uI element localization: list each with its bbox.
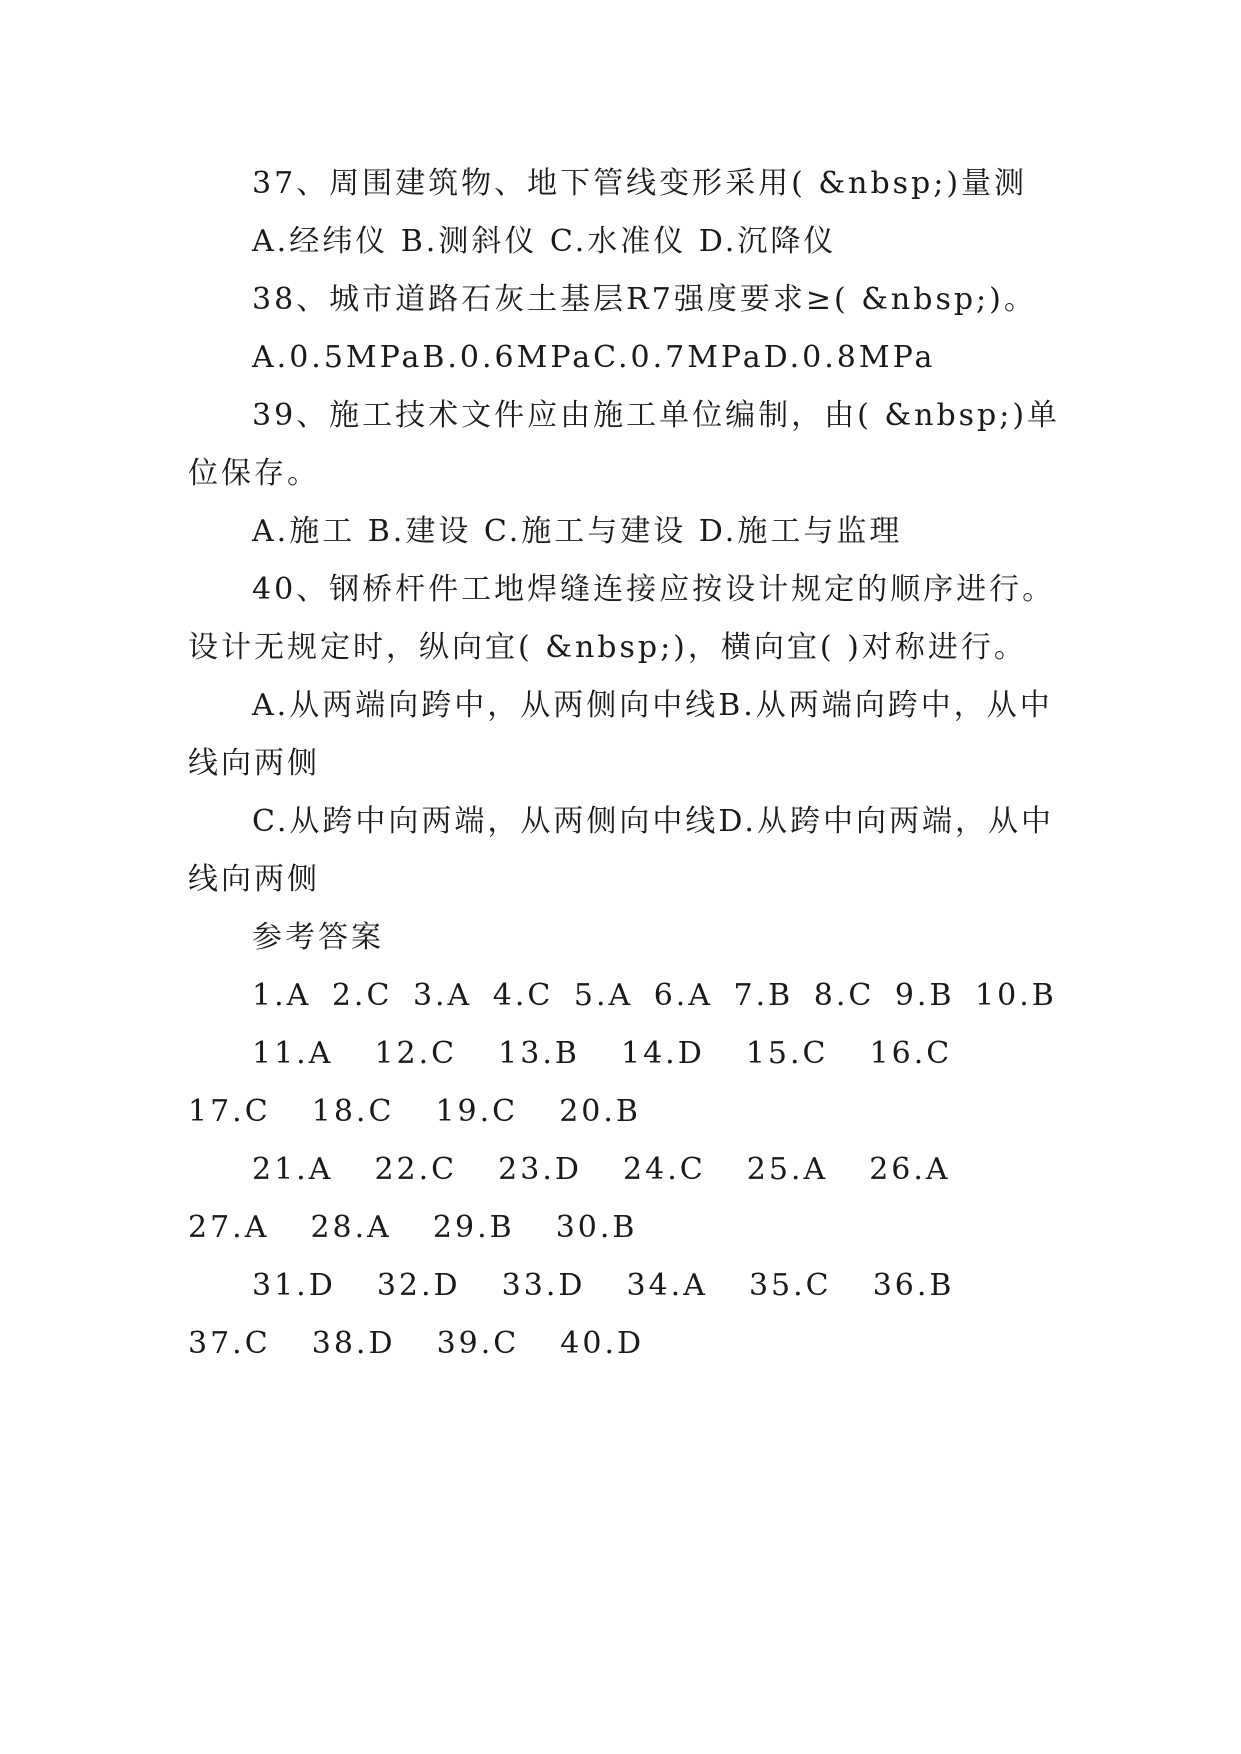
question-stem: 39、施工技术文件应由施工单位编制，由( &nbsp;)单位保存。	[188, 398, 1061, 491]
question-options: A.0.5MPaB.0.6MPaC.0.7MPaD.0.8MPa	[252, 340, 936, 375]
document-body	[188, 155, 1068, 1373]
question-40	[188, 561, 1068, 909]
answer-line: 21.A 22.C 23.D 24.C 25.A 26.A 27.A 28.A 29.B 30.B	[188, 1152, 992, 1245]
question-stem: 38、城市道路石灰土基层R7强度要求≥( &nbsp;)。	[252, 282, 1037, 317]
question-options: A.从两端向跨中，从两侧向中线B.从两端向跨中，从中线向两侧	[188, 688, 1053, 781]
question-options: A.经纬仪 B.测斜仪 C.水准仪 D.沉降仪	[252, 224, 837, 259]
answer-line: 1.A 2.C 3.A 4.C 5.A 6.A 7.B 8.C 9.B 10.B	[252, 978, 1057, 1013]
answer-line: 31.D 32.D 33.D 34.A 35.C 36.B 37.C 38.D 39.C 40.D	[188, 1268, 996, 1361]
question-options: C.从跨中向两端，从两侧向中线D.从跨中向两端，从中线向两侧	[188, 804, 1054, 897]
answer-line: 11.A 12.C 13.B 14.D 15.C 16.C 17.C 18.C 19.C 20.B	[188, 1036, 994, 1129]
question-options: A.施工 B.建设 C.施工与建设 D.施工与监理	[252, 514, 903, 549]
answer-key	[188, 909, 1068, 1373]
question-39	[188, 387, 1068, 561]
question-stem: 37、周围建筑物、地下管线变形采用( &nbsp;)量测	[252, 166, 1028, 201]
question-38	[188, 271, 1068, 387]
question-37	[188, 155, 1068, 271]
answer-key-heading: 参考答案	[252, 920, 384, 955]
question-stem: 40、钢桥杆件工地焊缝连接应按设计规定的顺序进行。设计无规定时，纵向宜( &nbsp;)，横向宜( )对称进行。	[188, 572, 1056, 665]
